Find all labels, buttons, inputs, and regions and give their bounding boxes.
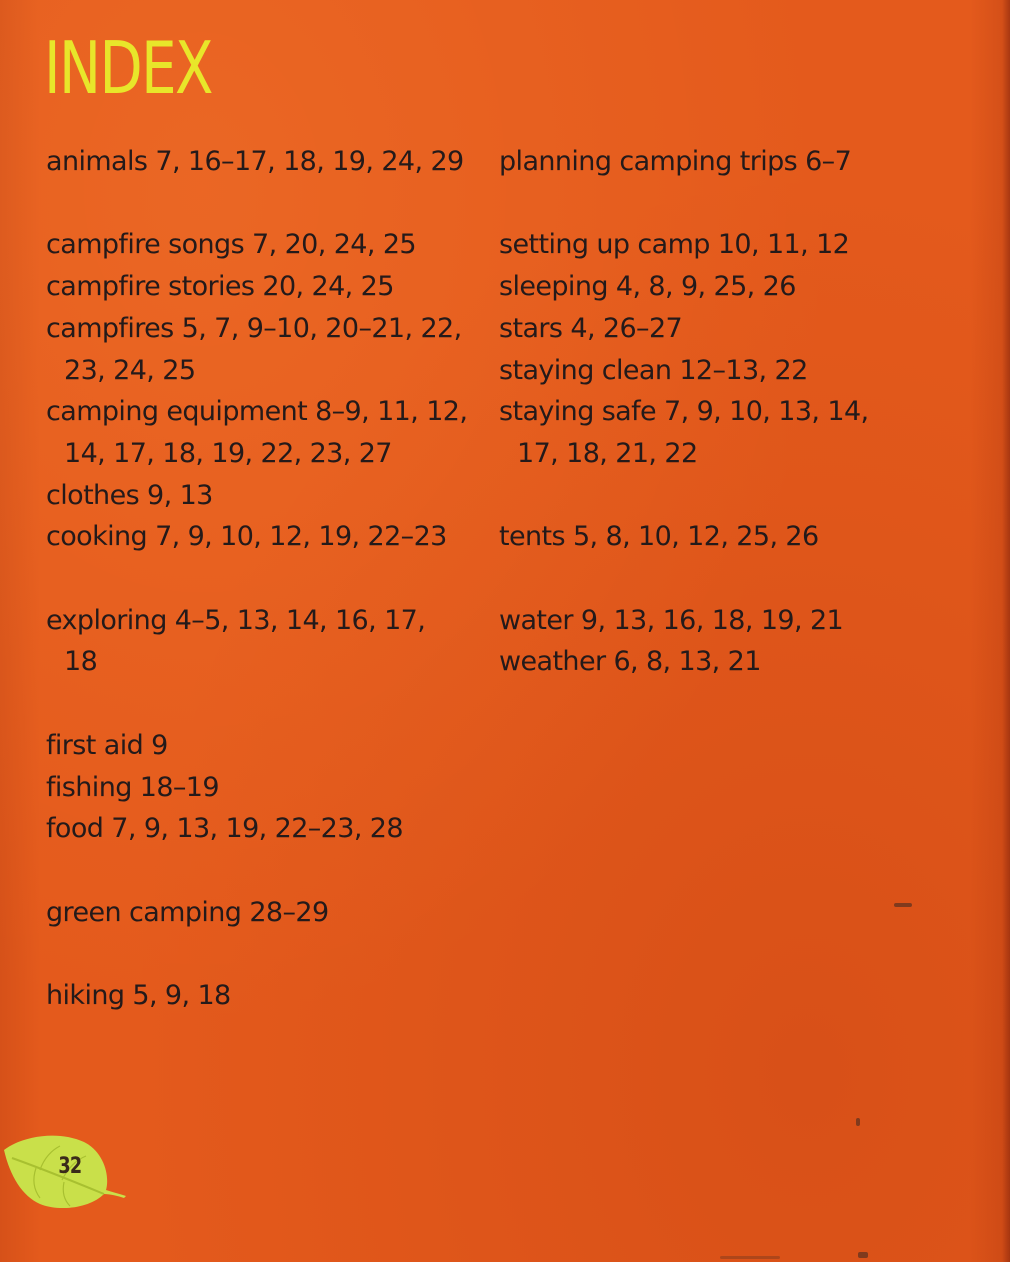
index-entry-staying-safe bbox=[499, 391, 979, 433]
index-pages: 20, 24, 25 bbox=[262, 271, 394, 303]
letter-group-gap bbox=[46, 183, 486, 225]
index-entry-campfires-continued bbox=[46, 350, 486, 392]
index-entry-camping-equipment bbox=[46, 391, 486, 433]
paper-speck bbox=[856, 1118, 860, 1126]
index-pages: 18–19 bbox=[139, 771, 219, 803]
index-term: camping equipment bbox=[46, 396, 308, 428]
index-entry-first-aid bbox=[46, 725, 486, 767]
index-entry-setting-up-camp bbox=[499, 224, 979, 266]
index-entry-exploring bbox=[46, 600, 486, 642]
index-term: campfire songs bbox=[46, 229, 245, 261]
index-entry-campfire-songs bbox=[46, 224, 486, 266]
index-term: sleeping bbox=[499, 271, 608, 303]
index-entry-tents bbox=[499, 516, 979, 558]
index-pages: 5, 8, 10, 12, 25, 26 bbox=[572, 521, 819, 553]
index-pages: 7, 9, 10, 12, 19, 22–23 bbox=[155, 521, 447, 553]
letter-group-gap bbox=[46, 850, 486, 892]
index-pages-continued: 14, 17, 18, 19, 22, 23, 27 bbox=[64, 437, 392, 469]
index-term: clothes bbox=[46, 479, 140, 511]
index-term: hiking bbox=[46, 979, 125, 1011]
index-term: staying safe bbox=[499, 396, 657, 428]
index-pages: 4, 8, 9, 25, 26 bbox=[615, 271, 796, 303]
letter-group-gap bbox=[499, 558, 979, 600]
index-term: tents bbox=[499, 521, 565, 553]
index-entry-cooking bbox=[46, 516, 486, 558]
page-number: 32 bbox=[58, 1154, 82, 1179]
index-pages: 4–5, 13, 14, 16, 17, bbox=[174, 604, 426, 636]
index-pages: 4, 26–27 bbox=[570, 312, 683, 344]
index-term: animals bbox=[46, 146, 148, 177]
index-entry-camping-equipment-continued bbox=[46, 433, 486, 475]
index-entry-campfire-stories bbox=[46, 266, 486, 308]
index-pages-continued: 17, 18, 21, 22 bbox=[517, 437, 698, 469]
index-pages: 7, 16–17, 18, 19, 24, 29 bbox=[155, 146, 464, 177]
index-pages: 9, 13 bbox=[147, 479, 213, 511]
index-pages: 12–13, 22 bbox=[679, 354, 808, 386]
paper-speck bbox=[894, 903, 912, 907]
index-term: fishing bbox=[46, 771, 132, 803]
index-pages-continued: 18 bbox=[64, 646, 98, 678]
index-term: setting up camp bbox=[499, 229, 710, 261]
index-term: campfires bbox=[46, 312, 174, 344]
index-pages: 7, 9, 10, 13, 14, bbox=[664, 396, 869, 428]
index-pages: 7, 9, 13, 19, 22–23, 28 bbox=[111, 813, 403, 845]
index-entry-exploring-continued bbox=[46, 641, 486, 683]
index-pages: 7, 20, 24, 25 bbox=[252, 229, 416, 261]
index-term: stars bbox=[499, 312, 563, 344]
index-pages: 6–7 bbox=[805, 146, 852, 177]
index-entry-water bbox=[499, 600, 979, 642]
index-column-left bbox=[46, 141, 486, 1017]
index-entry-clothes bbox=[46, 475, 486, 517]
index-term: staying clean bbox=[499, 354, 672, 386]
letter-group-gap bbox=[46, 558, 486, 600]
index-pages: 9 bbox=[151, 729, 168, 761]
index-pages-continued: 23, 24, 25 bbox=[64, 354, 196, 386]
index-pages: 10, 11, 12 bbox=[717, 229, 850, 261]
index-entry-staying-safe-continued bbox=[499, 433, 979, 475]
index-term: food bbox=[46, 813, 104, 845]
index-entry-hiking bbox=[46, 975, 486, 1017]
index-entry-planning-camping-trips bbox=[499, 141, 979, 183]
index-entry-stars bbox=[499, 308, 979, 350]
index-column-right bbox=[499, 141, 979, 683]
index-term: water bbox=[499, 604, 573, 636]
index-entry-campfires bbox=[46, 308, 486, 350]
index-term: campfire stories bbox=[46, 271, 255, 303]
letter-group-gap bbox=[46, 683, 486, 725]
index-entry-sleeping bbox=[499, 266, 979, 308]
page-edge-shadow bbox=[1002, 0, 1010, 1262]
index-pages: 5, 9, 18 bbox=[132, 979, 231, 1011]
index-term: first aid bbox=[46, 729, 144, 761]
letter-group-gap bbox=[499, 475, 979, 517]
index-entry-fishing bbox=[46, 767, 486, 809]
letter-group-gap bbox=[46, 933, 486, 975]
index-pages: 5, 7, 9–10, 20–21, 22, bbox=[181, 312, 462, 344]
index-term: cooking bbox=[46, 521, 148, 553]
index-entry-green-camping bbox=[46, 892, 486, 934]
index-term: planning camping trips bbox=[499, 146, 798, 177]
index-entry-animals bbox=[46, 141, 486, 183]
index-term: green camping bbox=[46, 896, 242, 928]
index-pages: 9, 13, 16, 18, 19, 21 bbox=[580, 604, 844, 636]
index-pages: 28–29 bbox=[249, 896, 329, 928]
index-term: exploring bbox=[46, 604, 167, 636]
page-title: INDEX bbox=[44, 26, 212, 110]
index-pages: 6, 8, 13, 21 bbox=[613, 646, 761, 678]
index-entry-food bbox=[46, 808, 486, 850]
index-entry-weather bbox=[499, 641, 979, 683]
index-pages: 8–9, 11, 12, bbox=[315, 396, 468, 428]
paper-speck bbox=[858, 1252, 868, 1258]
index-term: weather bbox=[499, 646, 606, 678]
letter-group-gap bbox=[499, 183, 979, 225]
paper-speck bbox=[720, 1256, 780, 1259]
index-entry-staying-clean bbox=[499, 350, 979, 392]
